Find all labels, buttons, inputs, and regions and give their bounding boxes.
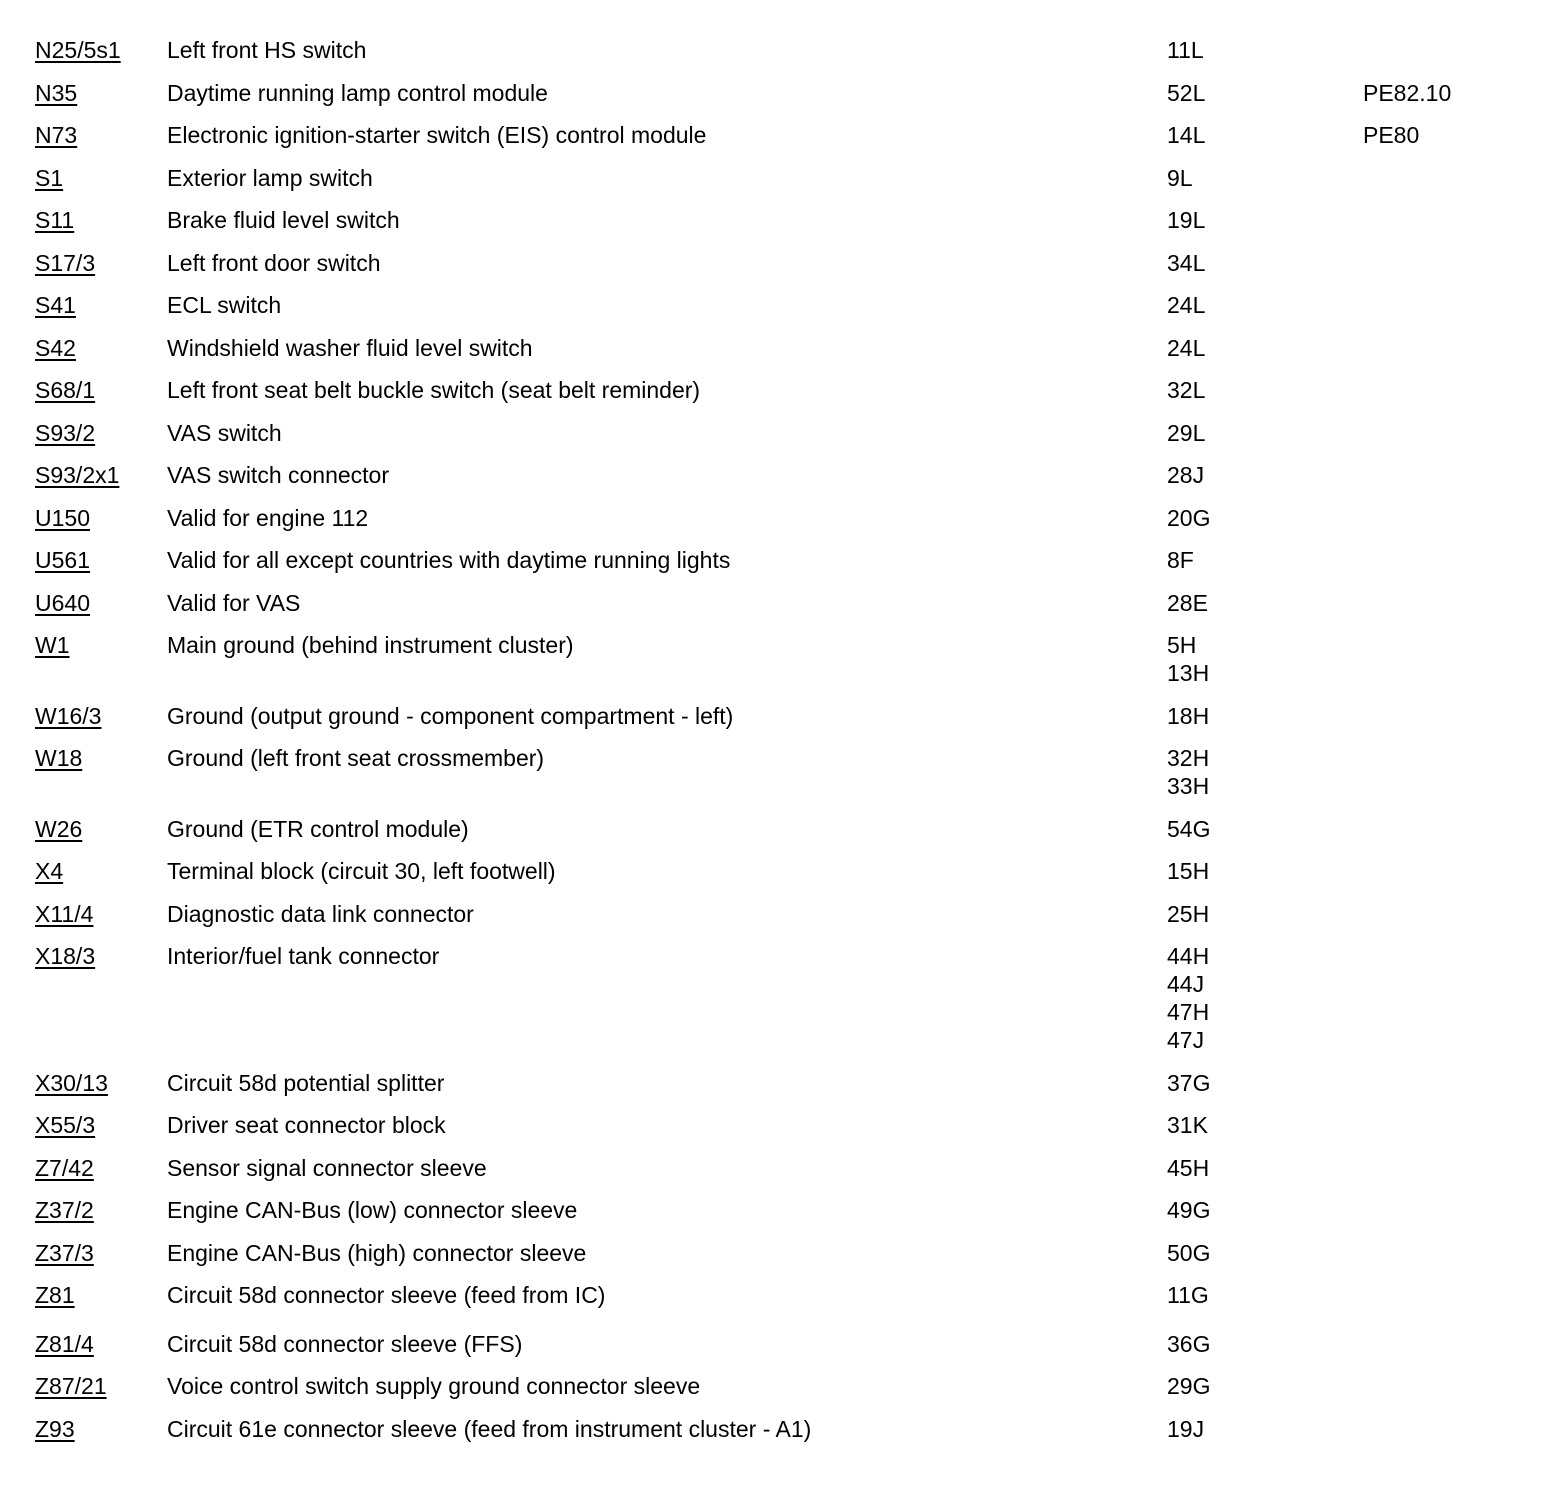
component-code-link[interactable]: S42	[35, 335, 76, 361]
component-code-link[interactable]: U640	[35, 590, 90, 616]
grid-location: 24L	[1167, 292, 1206, 318]
component-description: Circuit 58d connector sleeve (FFS)	[167, 1331, 523, 1357]
grid-location: 13H	[1167, 660, 1210, 686]
grid-location: 32L	[1167, 377, 1206, 403]
grid-location: 47H	[1167, 999, 1210, 1025]
grid-locations	[1167, 1239, 1210, 1267]
grid-locations	[1167, 589, 1208, 617]
component-code-link[interactable]: Z87/21	[35, 1373, 107, 1399]
component-code-link[interactable]: N73	[35, 122, 78, 148]
component-description: Diagnostic data link connector	[167, 901, 474, 927]
component-code-link[interactable]: Z37/2	[35, 1197, 94, 1223]
grid-location: 32H	[1167, 745, 1210, 771]
grid-locations	[1167, 900, 1209, 928]
grid-location: 29G	[1167, 1373, 1211, 1399]
component-code-link[interactable]: W26	[35, 816, 83, 842]
component-code-link[interactable]: X4	[35, 858, 64, 884]
grid-location: 14L	[1167, 122, 1206, 148]
component-description: Voice control switch supply ground connector sleeve	[167, 1373, 701, 1399]
grid-location: 25H	[1167, 901, 1210, 927]
grid-locations	[1167, 631, 1209, 687]
grid-location: 20G	[1167, 505, 1211, 531]
component-description: ECL switch	[167, 292, 282, 318]
component-code-link[interactable]: S93/2x1	[35, 462, 120, 488]
component-code-link[interactable]: Z81	[35, 1282, 75, 1308]
grid-locations	[1167, 376, 1205, 404]
grid-location: 8F	[1167, 547, 1194, 573]
component-code-link[interactable]: S41	[35, 292, 76, 318]
grid-location: 45H	[1167, 1155, 1210, 1181]
component-code-link[interactable]: S68/1	[35, 377, 96, 403]
grid-locations	[1167, 334, 1205, 362]
grid-location: 18H	[1167, 703, 1210, 729]
component-description: Terminal block (circuit 30, left footwell)	[167, 858, 556, 884]
grid-locations	[1167, 1372, 1210, 1400]
grid-locations	[1167, 164, 1193, 192]
diagram-reference: PE80	[1363, 122, 1420, 148]
component-description: Driver seat connector block	[167, 1112, 446, 1138]
component-description: VAS switch connector	[167, 462, 390, 488]
component-description: Daytime running lamp control module	[167, 80, 548, 106]
grid-locations	[1167, 815, 1210, 843]
component-code-link[interactable]: U150	[35, 505, 90, 531]
component-code-link[interactable]: Z37/3	[35, 1240, 94, 1266]
component-description: Left front HS switch	[167, 37, 367, 63]
grid-location: 5H	[1167, 632, 1197, 658]
grid-location: 19L	[1167, 207, 1206, 233]
grid-locations	[1167, 1281, 1209, 1309]
component-description: Circuit 61e connector sleeve (feed from instrument cluster - A1)	[167, 1416, 812, 1442]
component-code-link[interactable]: X18/3	[35, 943, 96, 969]
component-description: Windshield washer fluid level switch	[167, 335, 533, 361]
component-code-link[interactable]: Z93	[35, 1416, 75, 1442]
component-code-link[interactable]: S17/3	[35, 250, 96, 276]
grid-location: 50G	[1167, 1240, 1211, 1266]
grid-locations	[1167, 546, 1194, 574]
component-description: Sensor signal connector sleeve	[167, 1155, 487, 1181]
grid-location: 24L	[1167, 335, 1206, 361]
grid-locations	[1167, 702, 1209, 730]
grid-location: 9L	[1167, 165, 1193, 191]
component-description: Engine CAN-Bus (low) connector sleeve	[167, 1197, 578, 1223]
grid-locations	[1167, 1154, 1209, 1182]
grid-location: 33H	[1167, 773, 1210, 799]
grid-location: 44H	[1167, 943, 1210, 969]
grid-location: 31K	[1167, 1112, 1208, 1138]
component-code-link[interactable]: Z7/42	[35, 1155, 94, 1181]
grid-location: 34L	[1167, 250, 1206, 276]
grid-location: 47J	[1167, 1027, 1205, 1053]
component-description: Valid for engine 112	[167, 505, 369, 531]
component-code-link[interactable]: X55/3	[35, 1112, 96, 1138]
component-code-link[interactable]: Z81/4	[35, 1331, 94, 1357]
diagram-reference: PE82.10	[1363, 80, 1452, 106]
grid-location: 36G	[1167, 1331, 1211, 1357]
grid-locations	[1167, 206, 1205, 234]
grid-locations	[1167, 36, 1204, 64]
grid-locations	[1167, 857, 1209, 885]
grid-locations	[1167, 1111, 1208, 1139]
grid-locations	[1167, 249, 1205, 277]
grid-location: 11L	[1167, 37, 1204, 63]
component-description: Valid for VAS	[167, 590, 301, 616]
component-description: Ground (output ground - component compartment - left)	[167, 703, 734, 729]
component-description: Exterior lamp switch	[167, 165, 373, 191]
grid-locations	[1167, 504, 1210, 532]
grid-locations	[1167, 1196, 1210, 1224]
component-description: Interior/fuel tank connector	[167, 943, 440, 969]
grid-locations	[1167, 461, 1204, 489]
component-code-link[interactable]: X11/4	[35, 901, 94, 927]
grid-locations	[1167, 419, 1205, 447]
component-code-link[interactable]: S93/2	[35, 420, 96, 446]
grid-location: 29L	[1167, 420, 1206, 446]
grid-locations	[1167, 744, 1209, 800]
component-description: Valid for all except countries with daytime running lights	[167, 547, 731, 573]
component-code-link[interactable]: X30/13	[35, 1070, 108, 1096]
component-description: Left front seat belt buckle switch (seat belt reminder)	[167, 377, 701, 403]
grid-location: 11G	[1167, 1282, 1209, 1308]
component-code-link[interactable]: W1	[35, 632, 70, 658]
component-code-link[interactable]: N25/5s1	[35, 37, 121, 63]
component-code-link[interactable]: W16/3	[35, 703, 102, 729]
component-code-link[interactable]: W18	[35, 745, 83, 771]
component-code-link[interactable]: S1	[35, 165, 64, 191]
component-description: Ground (left front seat crossmember)	[167, 745, 545, 771]
component-description: VAS switch	[167, 420, 282, 446]
component-description: Electronic ignition-starter switch (EIS) control module	[167, 122, 707, 148]
grid-location: 52L	[1167, 80, 1206, 106]
grid-locations	[1167, 121, 1205, 149]
grid-location: 28E	[1167, 590, 1208, 616]
component-description: Brake fluid level switch	[167, 207, 400, 233]
grid-location: 44J	[1167, 971, 1205, 997]
component-description: Engine CAN-Bus (high) connector sleeve	[167, 1240, 587, 1266]
grid-location: 37G	[1167, 1070, 1211, 1096]
grid-locations	[1167, 1069, 1210, 1097]
grid-location: 54G	[1167, 816, 1211, 842]
component-code-link[interactable]: U561	[35, 547, 90, 573]
grid-locations	[1167, 942, 1209, 1054]
component-description: Main ground (behind instrument cluster)	[167, 632, 574, 658]
grid-location: 28J	[1167, 462, 1205, 488]
grid-location: 15H	[1167, 858, 1210, 884]
component-description: Ground (ETR control module)	[167, 816, 469, 842]
component-code-link[interactable]: S11	[35, 207, 75, 233]
component-description: Circuit 58d potential splitter	[167, 1070, 445, 1096]
component-code-link[interactable]: N35	[35, 80, 78, 106]
grid-locations	[1167, 291, 1205, 319]
component-description: Left front door switch	[167, 250, 381, 276]
grid-locations	[1167, 1330, 1210, 1358]
grid-location: 19J	[1167, 1416, 1205, 1442]
grid-locations	[1167, 1415, 1204, 1443]
grid-locations	[1167, 79, 1205, 107]
grid-location: 49G	[1167, 1197, 1211, 1223]
component-description: Circuit 58d connector sleeve (feed from IC)	[167, 1282, 606, 1308]
